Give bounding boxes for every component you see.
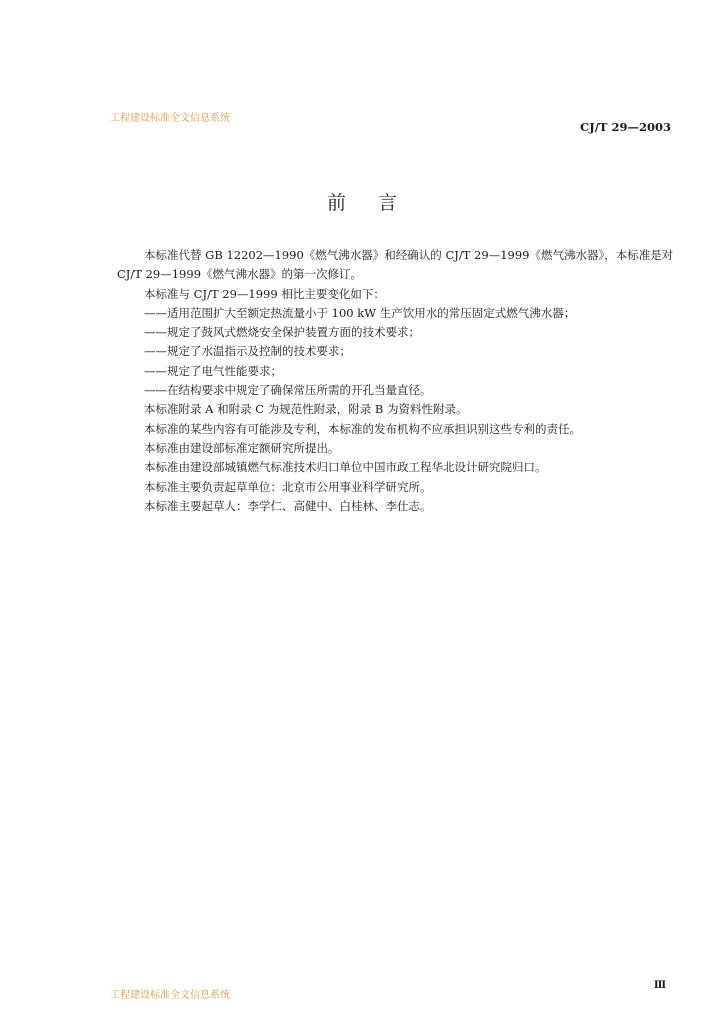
change-item: ——适用范围扩大至额定热流量小于 100 kW 生产饮用水的常压固定式燃气沸水器； <box>144 305 576 320</box>
change-item: ——规定了电气性能要求； <box>144 363 282 378</box>
paragraph-proposed-by: 本标准由建设部标准定额研究所提出。 <box>144 440 340 455</box>
watermark-bottom: 工程建设标准全文信息系统 <box>110 990 230 1001</box>
change-item: ——在结构要求中规定了确保常压所需的开孔当量直径。 <box>144 383 432 398</box>
paragraph-supersede: 本标准代替 GB 12202—1990《燃气沸水器》和经确认的 CJ/T 29—1999《燃气沸水器》，本标准是对 <box>144 248 674 262</box>
paragraph-changes-intro: 本标准与 CJ/T 29—1999 相比主要变化如下： <box>144 286 385 301</box>
paragraph-supersede-cont: CJ/T 29—1999《燃气沸水器》的第一次修订。 <box>117 267 363 282</box>
page-title: 前言 <box>326 192 429 214</box>
preface-body <box>117 246 689 516</box>
watermark-top: 工程建设标准全文信息系统 <box>110 113 230 124</box>
paragraph-appendix: 本标准附录 A 和附录 C 为规范性附录，附录 B 为资料性附录。 <box>144 402 468 417</box>
page-number: Ⅲ <box>653 980 666 991</box>
standard-code: CJ/T 29—2003 <box>580 120 671 134</box>
paragraph-patent: 本标准的某些内容有可能涉及专利，本标准的发布机构不应承担识别这些专利的责任。 <box>144 421 581 436</box>
paragraph-drafting-unit: 本标准主要负责起草单位：北京市公用事业科学研究所。 <box>144 479 432 494</box>
change-item: ——规定了水温指示及控制的技术要求； <box>144 344 351 359</box>
change-item: ——规定了鼓风式燃烧安全保护装置方面的技术要求； <box>144 325 420 340</box>
paragraph-drafters: 本标准主要起草人：李学仁、高健中、白桂林、李仕志。 <box>144 498 432 513</box>
paragraph-centralized-by: 本标准由建设部城镇燃气标准技术归口单位中国市政工程华北设计研究院归口。 <box>144 460 547 475</box>
